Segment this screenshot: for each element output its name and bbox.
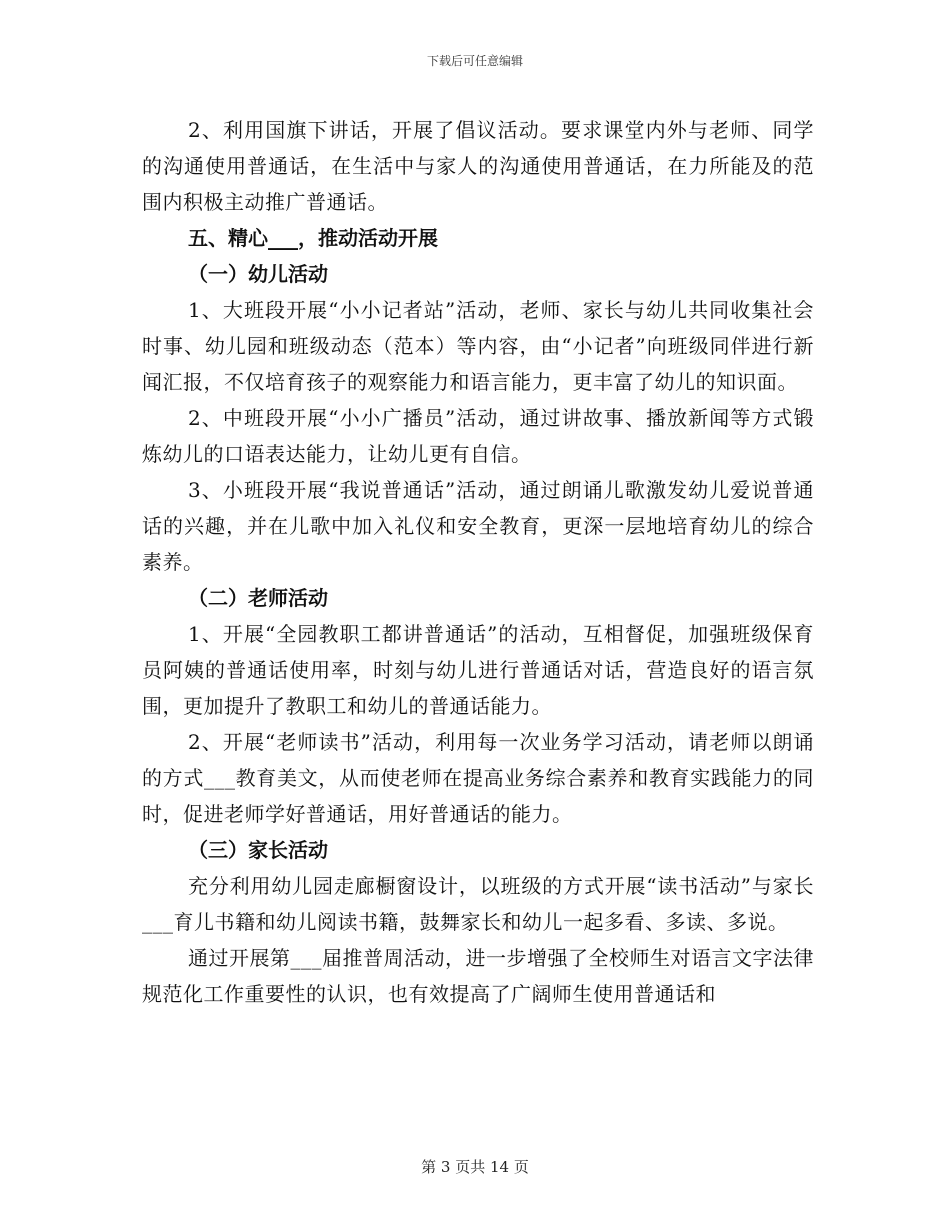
page-header: 下载后可任意编辑 xyxy=(426,54,523,68)
paragraph: 2、开展“老师读书”活动，利用每一次业务学习活动，请老师以朗诵的方式___教育美文，从而使老师在提高业务综合素养和教育实践能力的同时，促进老师学好普通话，用好普通话的能力。 xyxy=(142,730,814,826)
paragraph: 充分利用幼儿园走廊橱窗设计，以班级的方式开展“读书活动”与家长___育儿书籍和幼儿阅读书籍，鼓舞家长和幼儿一起多看、多读、多说。 xyxy=(142,874,814,934)
paragraph: 2、利用国旗下讲话，开展了倡议活动。要求课堂内外与老师、同学的沟通使用普通话，在生活中与家人的沟通使用普通话，在力所能及的范围内积极主动推广普通话。 xyxy=(142,118,814,214)
section-heading: 五、精心___，推动活动开展 xyxy=(188,226,438,250)
subsection-heading: （一）幼儿活动 xyxy=(188,262,328,286)
subsection-heading: （三）家长活动 xyxy=(188,838,328,862)
paragraph: 3、小班段开展“我说普通话”活动，通过朗诵儿歌激发幼儿爱说普通话的兴趣，并在儿歌中加入礼仪和安全教育，更深一层地培育幼儿的综合素养。 xyxy=(142,478,814,574)
paragraph: 1、大班段开展“小小记者站”活动，老师、家长与幼儿共同收集社会时事、幼儿园和班级动态（范本）等内容，由“小记者”向班级同伴进行新闻汇报，不仅培育孩子的观察能力和语言能力，更丰富了幼儿的知识面。 xyxy=(142,298,814,394)
document-body xyxy=(142,112,814,1012)
paragraph: 1、开展“全园教职工都讲普通话”的活动，互相督促，加强班级保育员阿姨的普通话使用率，时刻与幼儿进行普通话对话，营造良好的语言氛围，更加提升了教职工和幼儿的普通话能力。 xyxy=(142,622,814,718)
paragraph: 通过开展第___届推普周活动，进一步增强了全校师生对语言文字法律规范化工作重要性的认识，也有效提高了广阔师生使用普通话和 xyxy=(142,946,814,1006)
subsection-heading: （二）老师活动 xyxy=(188,586,328,610)
page-footer: 第 3 页共 14 页 xyxy=(421,1158,529,1176)
paragraph: 2、中班段开展“小小广播员”活动，通过讲故事、播放新闻等方式锻炼幼儿的口语表达能力，让幼儿更有自信。 xyxy=(142,406,814,466)
